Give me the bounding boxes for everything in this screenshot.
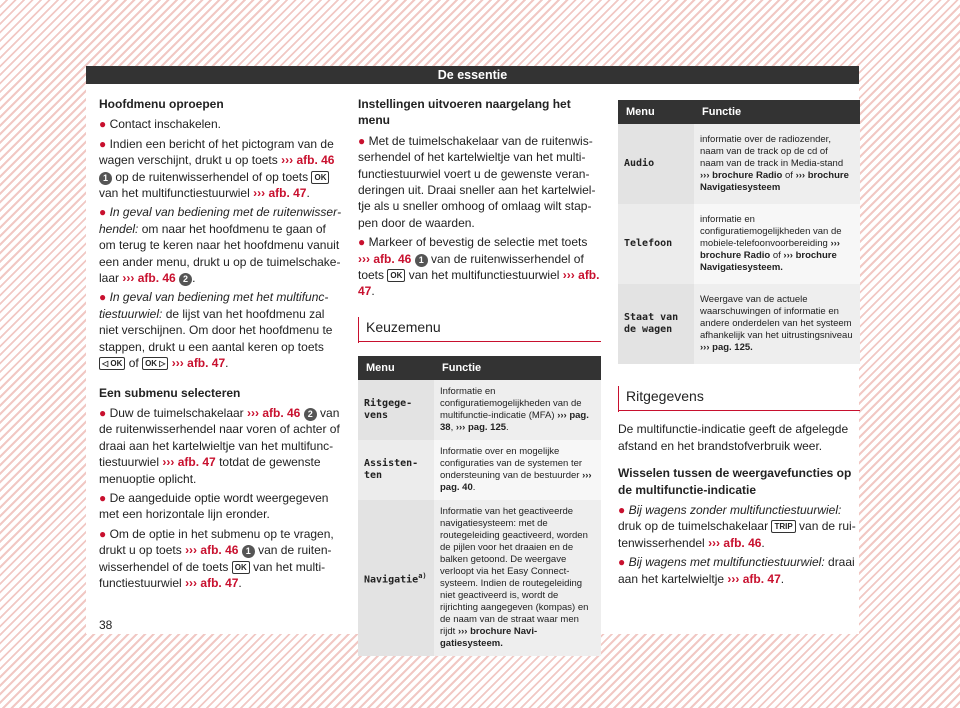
ref-link[interactable]: afb. 46 <box>373 251 412 266</box>
page-number: 38 <box>99 618 113 632</box>
bullet: ● In geval van bediening met het multifunctiestuurwiel: de lijst van het hoofdmenu zal niet verschijnen. Om door het hoofdmenu te stappen, drukt u een aantal keren op toets ◁ OK of OK ▷ ››› afb. 47. <box>99 290 333 371</box>
table-row: Staat van de wagen Weergave van de actuele waarschuwingen of informatie en andere onderdelen van het systeem afhankelijk van het uitrustingsniveau ››› pag. 125. <box>618 284 860 364</box>
ref-link[interactable]: pag. 125. <box>712 342 753 353</box>
bullet: ● Om de optie in het submenu op te vragen, drukt u op toets ››› afb. 46 1 van de ruitenwisserhendel of de toets OK van het multifunctiestuurwiel ››› afb. 47. <box>99 526 334 590</box>
column-3 <box>618 100 860 590</box>
heading-wisselen: Wisselen tussen de weergavefuncties op de multifunctie-indicatie <box>618 466 852 497</box>
ref-link[interactable]: afb. 47 <box>358 268 600 299</box>
ref-link[interactable]: afb. 46 <box>296 153 335 168</box>
ok-button-icon: OK <box>232 561 250 574</box>
heading-hoofdmenu: Hoofdmenu oproepen <box>99 97 224 111</box>
chapter-header: De essentie <box>86 66 859 84</box>
th-menu: Menu <box>618 100 694 124</box>
table-row: Telefoon informatie en configuratiemogelijkheden van de mobiele-telefoonvoorbereiding ››› brochure Radio of ››› brochure Navigatiesysteem. <box>618 204 860 284</box>
bullet: ● Bij wagens met multifunctiestuurwiel: draai aan het kartelwieltje ››› afb. 47. <box>618 555 855 586</box>
ref-link[interactable]: brochure Radio <box>700 250 771 261</box>
column-1 <box>99 96 342 594</box>
section-keuzemenu: Keuzemenu <box>358 319 601 342</box>
ref-link[interactable]: brochure Navigatiesysteem <box>700 170 849 193</box>
trip-button-icon: TRIP <box>771 520 795 533</box>
heading-instellingen: Instellingen uitvoeren naargelang het menu <box>358 97 571 128</box>
ref-link[interactable]: pag. 38 <box>440 410 589 434</box>
th-menu: Menu <box>358 356 434 380</box>
th-functie: Functie <box>434 356 601 380</box>
ref-link[interactable]: pag. 40 <box>440 482 473 494</box>
ref-link[interactable]: afb. 47 <box>268 186 307 201</box>
ref-link[interactable]: afb. 47 <box>742 571 781 586</box>
section-ritgegevens: Ritgegevens <box>618 388 860 411</box>
ref-link[interactable]: brochure Navigatiesysteem. <box>440 626 538 650</box>
table-row: Audio informatie over de radiozender, naam van de track op de cd of naam van de track in Media-stand ››› brochure Radio of ››› brochure Navigatiesysteem <box>618 124 860 204</box>
ok-button-icon: OK <box>311 171 329 184</box>
ref-link[interactable]: afb. 46 <box>262 405 301 420</box>
paragraph: De multifunctie-indicatie geeft de afgelegde afstand en het brandstofverbruik weer. <box>618 422 849 453</box>
heading-submenu: Een submenu selecteren <box>99 385 241 400</box>
bullet: ● Indien een bericht of het pictogram van de wagen verschijnt, drukt u op toets ››› afb. 46 1 op de ruitenwisserhendel of op toets OK van het multifunctiestuurwiel ››› afb. 47. <box>99 136 335 201</box>
bullet: ● Contact inschakelen. <box>99 117 221 132</box>
bullet: ● Markeer of bevestig de selectie met toets ››› afb. 46 1 van de ruitenwisserhendel of toets OK van het multifunctiestuurwiel ››› afb. 47. <box>358 235 600 299</box>
th-functie: Functie <box>694 100 860 124</box>
column-2 <box>358 96 601 656</box>
ok-button-icon: OK <box>387 269 405 282</box>
bullet: ● Met de tuimelschakelaar van de ruitenwisserhendel of het kartelwieltje van het multifunctiestuurwiel voert u de gewenste veranderingen uit. Draai sneller aan het kartelwieltje als u sneller omhoog of omlaag wilt stappen door de waarden. <box>358 133 596 230</box>
ref-link[interactable]: afb. 47 <box>187 356 226 371</box>
ref-link[interactable]: afb. 47 <box>200 575 239 590</box>
ok-left-button-icon: ◁ OK <box>99 357 125 370</box>
menu-table-cont <box>618 100 860 364</box>
bullet: ● De aangeduide optie wordt weergegeven met een horizontale lijn eronder. <box>99 490 329 522</box>
bullet: ● In geval van bediening met de ruitenwisserhendel: om naar het hoofdmenu te gaan of om terug te keren naar het hoofdmenu vanuit een ander menu, drukt u op de tuimelschakelaar ››› afb. 46 2 . <box>99 205 342 286</box>
ref-link[interactable]: brochure Radio <box>712 170 783 181</box>
table-row: Navigatie$^{a)}$ Informatie van het geactiveerde navigatiesysteem: met de routegeleiding geactiveerd, worden de pijlen voor het draaien en de balken getoond. De weergave verloopt via het Easy Connect-systeem. Indien de routegeleiding niet geactiveerd is, wordt de rijrichting aangegeven (kompas) en de naam van de straat waar men rijdt ››› brochure Navigatiesysteem. <box>358 500 601 656</box>
bullet: ● Bij wagens zonder multifunctiestuurwiel: druk op de tuimelschakelaar TRIP van de ruitenwisserhendel ››› afb. 46. <box>618 503 856 550</box>
ref-link[interactable]: afb. 46 <box>200 543 239 558</box>
table-row: Ritgegevens Informatie en configuratiemogelijkheden van de multifunctie-indicatie (MFA) ››› pag. 38, ››› pag. 125. <box>358 380 601 440</box>
table-row: Assistenten Informatie over en mogelijke configuraties van de systemen ter ondersteuning van de bestuurder ››› pag. 40. <box>358 440 601 500</box>
ref-link[interactable]: pag. 125 <box>468 422 507 434</box>
ref-link[interactable]: brochure Navigatiesysteem. <box>700 250 837 273</box>
menu-table <box>358 356 601 656</box>
ref-link[interactable]: afb. 46 <box>137 271 176 286</box>
ok-right-button-icon: OK ▷ <box>142 357 168 370</box>
ref-link[interactable]: afb. 46 <box>723 535 762 550</box>
ref-link[interactable]: afb. 47 <box>177 455 216 470</box>
bullet: ● Duw de tuimelschakelaar ››› afb. 46 2 van de ruitenwisserhendel naar voren of achter of draai aan het kartelwieltje van het multifunctiestuurwiel ››› afb. 47 totdat de gewenste menuoptie oplicht. <box>99 405 340 486</box>
